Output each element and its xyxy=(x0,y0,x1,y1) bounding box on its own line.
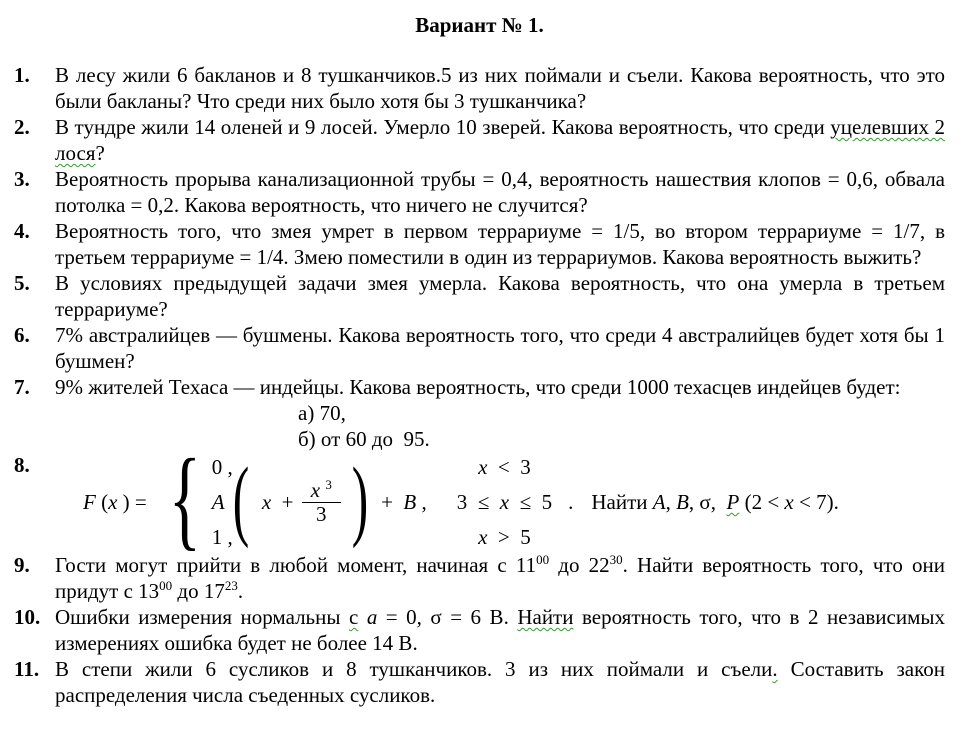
case-mid-value xyxy=(211,450,427,549)
fraction-denominator: 3 xyxy=(316,501,327,526)
problem-text-main: 9% жителей Техаса — индейцы. Какова вероятность, что среди 1000 техасцев индейцев будет: xyxy=(55,375,901,399)
function-lhs: F (x ) = xyxy=(83,490,152,514)
plus-B-term: + B , xyxy=(375,490,427,514)
problem-item-10 xyxy=(14,604,945,656)
problem-number: 6. xyxy=(14,323,30,347)
problem-text: Вероятность прорыва канализационной трубы = 0,4, вероятность нашествия клопов = 0,6, обвала потолка = 0,2. Какова вероятность, что ничего не случится? xyxy=(55,167,945,217)
problem-item-6 xyxy=(14,322,945,374)
problem-item-2 xyxy=(14,114,945,166)
sub-item-b: б) от 60 до 95. xyxy=(298,427,430,451)
problem-text: В степи жили 6 сусликов и 8 тушканчиков. 3 из них поймали и съели. Составить закон распределения числа съеденных сусликов. xyxy=(55,657,945,707)
inner-expression: x + xyxy=(256,490,299,514)
problem-number: 3. xyxy=(14,167,30,191)
case-bottom-value: 1 , xyxy=(211,525,233,549)
problem-number: 11. xyxy=(14,657,40,681)
close-paren: ) xyxy=(351,450,369,549)
problem-text: Вероятность того, что змея умрет в первом террариуме = 1/5, во втором террариуме = 1/7, в третьем террариуме = 1/4. Змею поместили в один из террариумов. Какова вероятность выжить? xyxy=(55,219,945,269)
page-title: Вариант № 1. xyxy=(415,13,544,37)
case-top-condition: x < 3 xyxy=(478,455,531,479)
problem-number: 9. xyxy=(14,553,30,577)
case-top-value: 0 , xyxy=(211,455,233,479)
problem-number: 10. xyxy=(14,605,41,629)
problem-text: В условиях предыдущей задачи змея умерла. Какова вероятность, что она умерла в третьем террариуме? xyxy=(55,271,945,321)
problem-item-3 xyxy=(14,166,945,218)
problem-item-11 xyxy=(14,656,945,708)
problem-number: 2. xyxy=(14,115,30,139)
problem-number: 5. xyxy=(14,271,30,295)
find-instruction: Найти A, B, σ, P (2 < x < 7). xyxy=(591,490,839,514)
problem-item-9 xyxy=(14,552,945,604)
cases-grid xyxy=(212,452,552,552)
problem-item-7 xyxy=(14,374,945,452)
problem-text: В тундре жили 14 оленей и 9 лосей. Умерло 10 зверей. Какова вероятность, что среди уцелевших 2 лося? xyxy=(55,115,945,165)
problem-text: Гости могут прийти в любой момент, начиная с $11^{00}$ до $22^{30}$. Найти вероятность того, что они придут с $13^{00}$ до $17^{23}$. xyxy=(55,552,945,603)
open-paren: ( xyxy=(232,450,249,549)
problem-number: 8. xyxy=(14,453,30,477)
problem-text: В лесу жили 6 бакланов и 8 тушканчиков.5 из них поймали и съели. Какова вероятность, что это были бакланы? Что среди них было хотя бы 3 тушканчика? xyxy=(55,63,945,113)
sub-item-a: а) 70, xyxy=(298,401,346,425)
problem-number: 4. xyxy=(14,219,30,243)
problem-item-4 xyxy=(14,218,945,270)
coefficient-A: A xyxy=(211,490,225,514)
problem-item-1 xyxy=(14,62,945,114)
formula-period: . xyxy=(568,490,574,514)
problem-text: 7% австралийцев — бушмены. Какова вероятность того, что среди 4 австралийцев будет хотя бы 1 бушмен? xyxy=(55,323,945,373)
problem-item-5 xyxy=(14,270,945,322)
fraction-numerator: x $^3$ xyxy=(302,480,341,503)
fraction xyxy=(302,476,341,526)
problem-number: 1. xyxy=(14,63,30,87)
left-brace: { xyxy=(168,437,202,561)
problem-text: Ошибки измерения нормальны с a = 0, σ = 6 В. Найти вероятность того, что в 2 независимых измерениях ошибка будет не более 14 В. xyxy=(55,605,946,655)
case-bottom-condition: x > 5 xyxy=(478,525,531,549)
problem-number: 7. xyxy=(14,375,30,399)
case-mid-condition: 3 ≤ x ≤ 5 xyxy=(456,490,553,514)
